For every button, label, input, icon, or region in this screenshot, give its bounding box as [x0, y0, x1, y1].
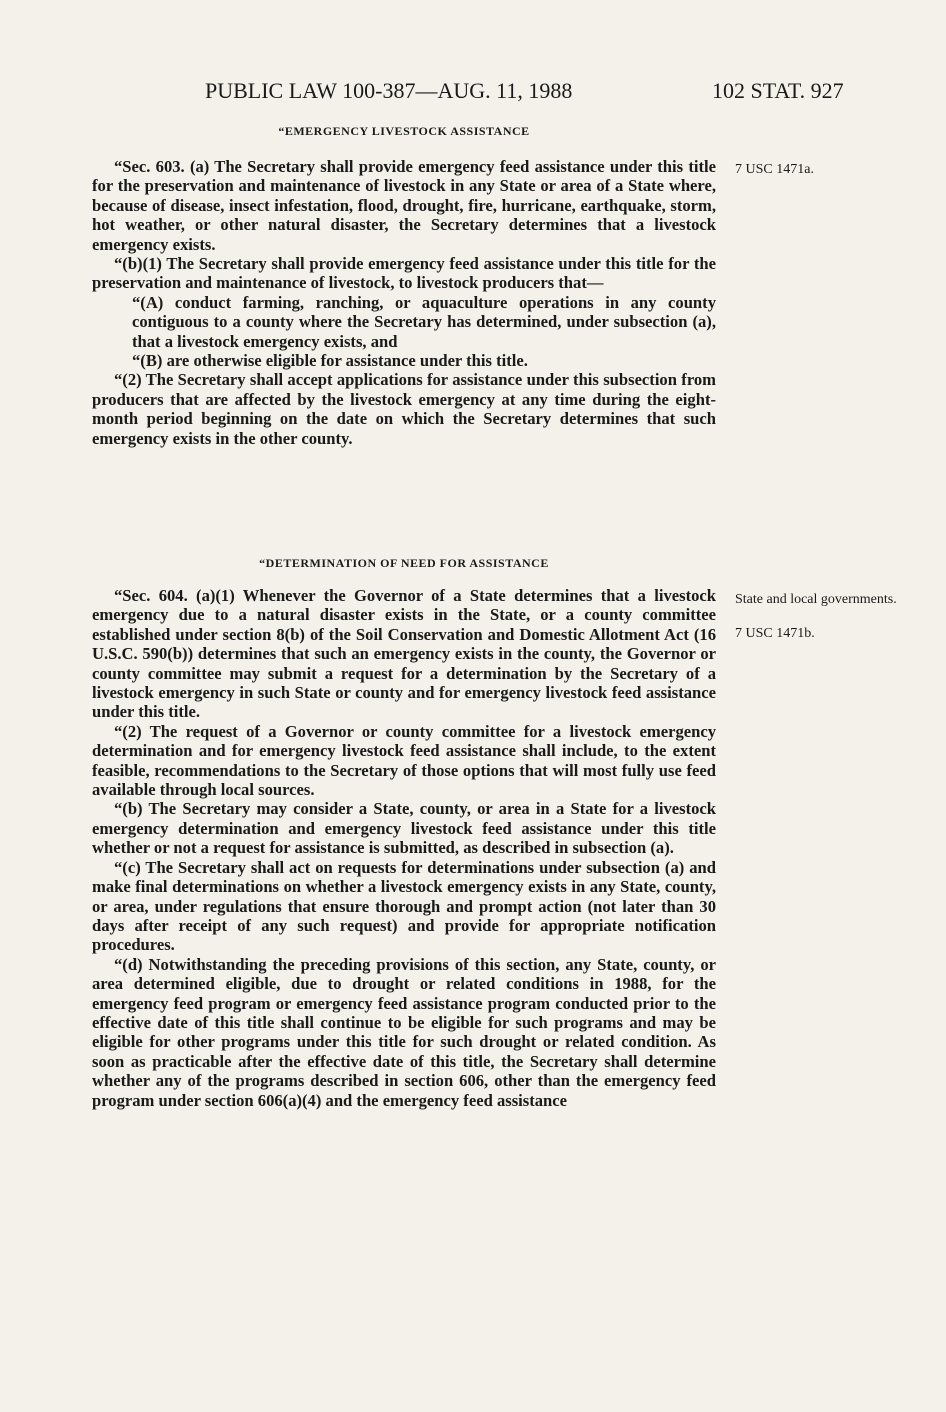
paragraph-603-b1: “(b)(1) The Secretary shall provide emergency feed assistance under this title for the preservation and maintenance of livestock, to livestock producers that—	[92, 254, 716, 293]
header-title: PUBLIC LAW 100-387—AUG. 11, 1988	[205, 78, 573, 103]
margin-note-state-local-governments: State and local governments.	[735, 592, 897, 607]
paragraph-604-d: “(d) Notwithstanding the preceding provisions of this section, any State, county, or area determined eligible, due to drought or related conditions in 1988, for the emergency feed program or emergency feed assistance program conducted prior to the effective date of this title shall continue to be eligible for such programs and may be eligible for other programs under this title for such drought or related condition. As soon as practicable after the effective date of this title, the Secretary shall determine whether any of the programs described in section 606, other than the emergency feed program under section 606(a)(4) and the emergency feed assistance	[92, 954, 716, 1110]
paragraph-604-c: “(c) The Secretary shall act on requests for determinations under subsection (a) and make final determinations on whether a livestock emergency exists in any State, county, or area, under regulations that ensure thorough and prompt action (not later than 30 days after receipt of any such request) and provide for appropriate notification procedures.	[92, 857, 716, 955]
paragraph-603-b2: “(2) The Secretary shall accept applications for assistance under this subsection from producers that are affected by the livestock emergency at any time during the eight-month period beginning on the date on which the Secretary determines that such emergency exists in the other county.	[92, 370, 716, 448]
header-stat-page: 102 STAT. 927	[712, 78, 844, 103]
page-header	[0, 78, 946, 108]
paragraph-604-a1: “Sec. 604. (a)(1) Whenever the Governor of a State determines that a livestock emergency due to a natural disaster exists in the State, or a county committee established under section 8(b) of the Soil Conservation and Domestic Allotment Act (16 U.S.C. 590(b)) determines that such an emergency exists in the county, the Governor or county committee may submit a request for a determination by the Secretary of a livestock emergency in such State or county and for emergency livestock feed assistance under this title.	[92, 586, 716, 722]
paragraph-603-b1-B: “(B) are otherwise eligible for assistance under this title.	[132, 351, 528, 371]
section-heading-emergency-livestock-assistance: “EMERGENCY LIVESTOCK ASSISTANCE	[278, 124, 530, 138]
margin-note-usc-1471a: 7 USC 1471a.	[735, 162, 814, 177]
section-heading-determination-of-need: “DETERMINATION OF NEED FOR ASSISTANCE	[259, 556, 549, 570]
section-603-body	[92, 157, 716, 448]
paragraph-604-b: “(b) The Secretary may consider a State, county, or area in a State for a livestock emergency determination and emergency livestock feed assistance under this title whether or not a request for assistance is submitted, as described in subsection (a).	[92, 799, 716, 858]
paragraph-603-b1-A: “(A) conduct farming, ranching, or aquaculture operations in any county contiguous to a county where the Secretary has determined, under subsection (a), that a livestock emergency exists, and	[132, 292, 716, 351]
paragraph-603-a: “Sec. 603. (a) The Secretary shall provide emergency feed assistance under this title for the preservation and maintenance of livestock in any State or area of a State where, because of disease, insect infestation, flood, drought, fire, hurricane, earthquake, storm, hot weather, or other natural disaster, the Secretary determines that a livestock emergency exists.	[92, 157, 716, 254]
section-604-body	[92, 586, 716, 1110]
margin-note-usc-1471b: 7 USC 1471b.	[735, 626, 815, 641]
paragraph-604-a2: “(2) The request of a Governor or county committee for a livestock emergency determination and for emergency livestock feed assistance shall include, to the extent feasible, recommendations to the Secretary of those options that will most fully use feed available through local sources.	[92, 721, 716, 800]
